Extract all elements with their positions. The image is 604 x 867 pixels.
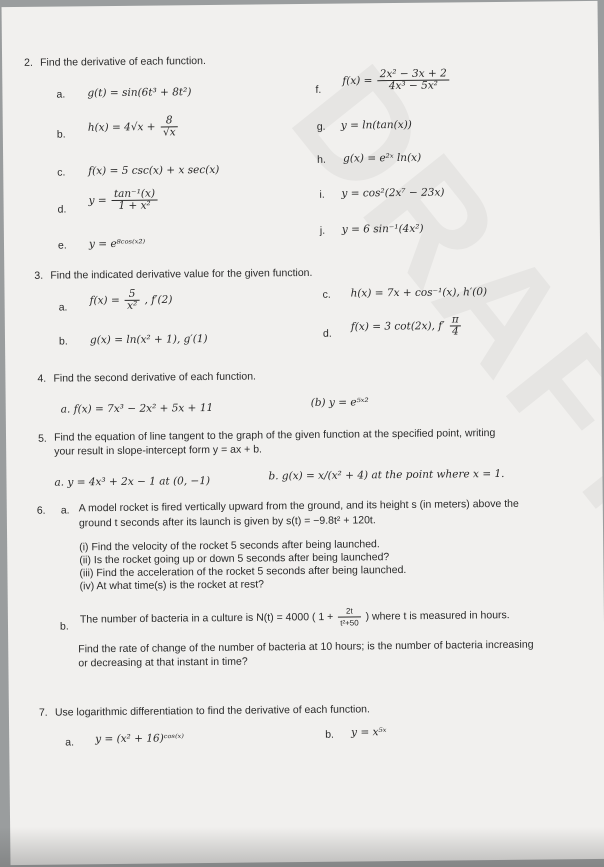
q2d-label: d.	[57, 203, 67, 216]
q2b-label: b.	[56, 128, 66, 141]
q2-number: 2.	[24, 56, 33, 69]
q2i-label: i.	[319, 188, 325, 201]
q7a-equation: y = (x² + 16)ᶜᵒˢ⁽ˣ⁾	[95, 732, 184, 746]
q3-number: 3.	[34, 269, 44, 282]
q2c-label: c.	[57, 166, 66, 179]
q3c-label: c.	[322, 288, 331, 301]
q7-title: Use logarithmic differentiation to find the derivative of each function.	[54, 703, 370, 719]
q3b-label: b.	[58, 335, 68, 348]
q2e-label: e.	[57, 239, 67, 252]
q2c-equation: f(x) = 5 csc(x) + x sec(x)	[88, 163, 220, 178]
q6a-line1: A model rocket is fired vertically upward from the ground, and its height s (in meters) above the	[78, 497, 519, 515]
q2g-label: g.	[316, 120, 326, 133]
q2f-label: f.	[315, 83, 322, 96]
q7a-label: a.	[65, 736, 75, 749]
q3c-equation: h(x) = 7x + cos⁻¹(x), h′(0)	[350, 286, 488, 300]
q2h-label: h.	[317, 153, 326, 166]
q6b-line1: The number of bacteria in a culture is N(t) = 4000 ( 1 + $\frac{2t}{\text{t²+50}}$ ) where t is measured in hours.	[79, 606, 510, 628]
q7-number: 7.	[38, 706, 48, 719]
q2f-equation: f(x) = $\frac{\text{2x² − 3x + 2}}{\text{4x³ − 5x²}}$	[342, 68, 451, 92]
q6b-line2: Find the rate of change of the number of bacteria at 10 hours; is the number of bacteria increasing	[78, 638, 534, 656]
q6a-part-iii: (iii) Find the acceleration of the rocket 5 seconds after being launched.	[79, 563, 407, 580]
q2e-equation: y = e⁸ᶜᵒˢ⁽ˣ²⁾	[88, 237, 146, 251]
q6a-line2: ground t seconds after its launch is given by s(t) = −9.8t² + 120t.	[78, 514, 376, 530]
q4-number: 4.	[37, 372, 47, 385]
q2j-label: j.	[319, 224, 326, 237]
q2h-equation: g(x) = e²ˣ ln(x)	[343, 151, 422, 165]
q6a-label: a.	[60, 504, 70, 517]
q3-title: Find the indicated derivative value for the given function.	[50, 266, 313, 282]
q3a-equation: f(x) = $\frac{5}{\text{x²}}$ , f′(2)	[89, 287, 173, 312]
q4b-equation: (b) y = e⁵ˣ²	[310, 396, 369, 409]
q3d-equation: f(x) = 3 cot(2x), f′ $\frac{\pi}{4}$	[350, 313, 459, 338]
q2g-equation: y = ln(tan(x))	[340, 118, 412, 132]
q2a-equation: g(t) = sin(6t³ + 8t²)	[87, 86, 192, 100]
q5-number: 5.	[37, 432, 47, 445]
q7b-label: b.	[325, 728, 334, 741]
q3b-equation: g(x) = ln(x² + 1), g′(1)	[89, 333, 208, 347]
worksheet-page	[2, 1, 604, 865]
q6b-label: b.	[59, 620, 69, 633]
q7b-equation: y = x⁵ˣ	[351, 726, 387, 739]
bottom-shadow	[0, 827, 604, 867]
q3a-label: a.	[58, 301, 68, 314]
q2a-label: a.	[56, 88, 66, 101]
q4a-equation: a. f(x) = 7x³ − 2x² + 5x + 11	[60, 401, 214, 416]
q5a-equation: a. y = 4x³ + 2x − 1 at (0, −1)	[54, 474, 211, 489]
q6-number: 6.	[36, 504, 46, 517]
q3d-label: d.	[322, 327, 332, 340]
q6a-part-iv: (iv) At what time(s) is the rocket at rest?	[79, 578, 265, 593]
q5-line1: Find the equation of line tangent to the graph of the given function at the specified point, writing	[53, 426, 496, 444]
q6a-part-i: (i) Find the velocity of the rocket 5 seconds after being launched.	[79, 538, 380, 554]
q5-line2: your result in slope-intercept form y = ax + b.	[54, 443, 262, 458]
q2b-equation: h(x) = 4√x + $\frac{8}{√x}$	[87, 114, 176, 139]
q2j-equation: y = 6 sin⁻¹(4x²)	[341, 222, 424, 236]
q4-title: Find the second derivative of each function.	[53, 370, 257, 385]
q2d-equation: y = $\frac{\text{tan⁻¹(x)}}{\text{1 + x²}}$	[88, 189, 159, 213]
q2i-equation: y = cos²(2x⁷ − 23x)	[341, 186, 445, 200]
q2-title: Find the derivative of each function.	[40, 55, 206, 69]
q5b-equation: b. g(x) = x/(x² + 4) at the point where x = 1.	[268, 467, 505, 483]
q6b-line3: or decreasing at that instant in time?	[78, 655, 248, 670]
q6a-part-ii: (ii) Is the rocket going up or down 5 seconds after being launched?	[79, 551, 390, 567]
